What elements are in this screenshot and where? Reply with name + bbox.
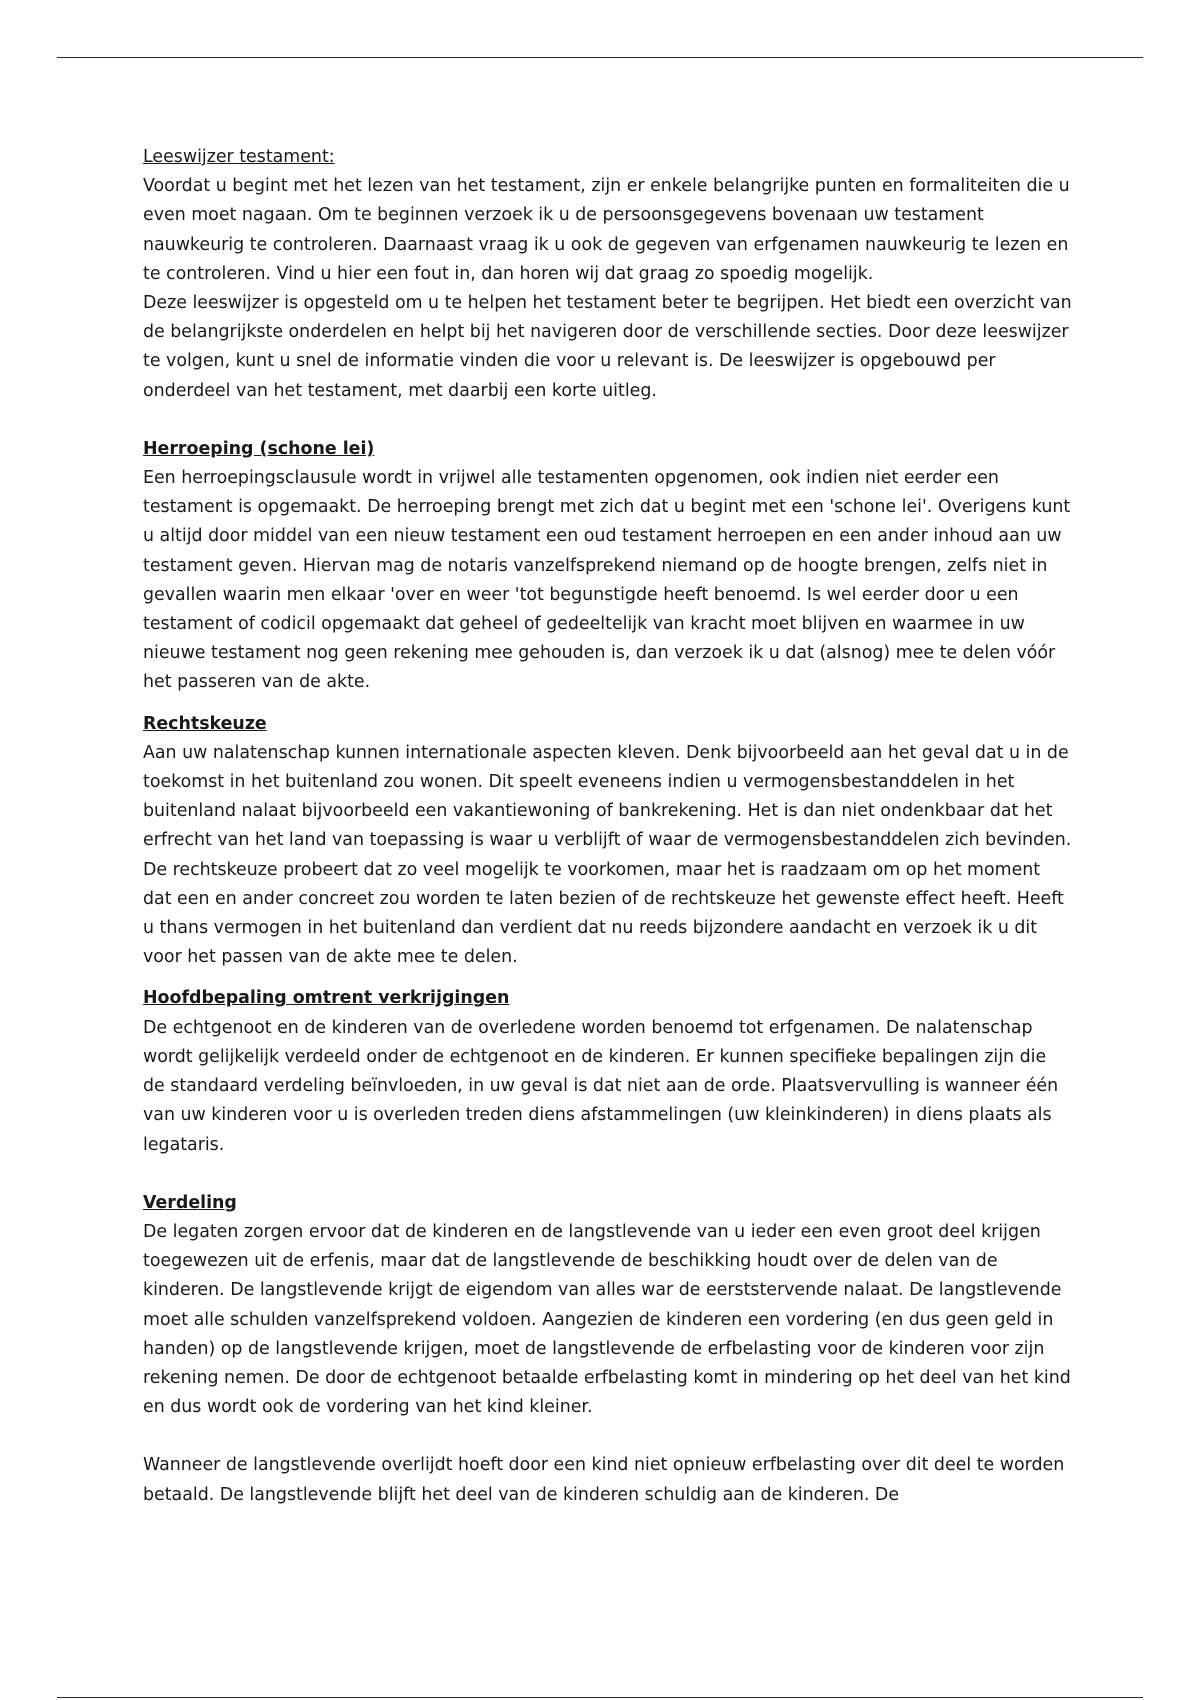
section-body-verdeling: De legaten zorgen ervoor dat de kinderen en de langstlevende van u ieder een even groot deel krijgen toegewezen uit de erfenis, maar dat de langstlevende de beschikking houdt over de delen van de kinderen. De langstlevende krijgt de eigendom van alles war de eerststervende nalaat. De langstlevende moet alle schulden vanzelfsprekend voldoen. Aangezien de kinderen een vordering (en dus geen geld in handen) op de langstlevende krijgen, moet de langstlevende de erfbelasting voor de kinderen voor zijn rekening nemen. De door de echtgenoot betaalde erfbelasting komt in mindering op het deel van het kind en dus wordt ook de vordering van het kind kleiner. [143, 1221, 1071, 1418]
document-page [143, 143, 1073, 1510]
footer-rule [57, 1697, 1143, 1698]
intro-paragraph: Voordat u begint met het lezen van het testament, zijn er enkele belangrijke punten en formaliteiten die u even moet nagaan. Om te beginnen verzoek ik u de persoonsgegevens bovenaan uw testament nauwkeurig te controleren. Daarnaast vraag ik u ook de gegeven van erfgenamen nauwkeurig te lezen en te controleren. Vind u hier een fout in, dan horen wij dat graag zo spoedig mogelijk. [143, 176, 1070, 284]
document-title: Leeswijzer testament: [143, 147, 335, 167]
header-rule [57, 57, 1143, 58]
section-body-verdeling-continued: Wanneer de langstlevende overlijdt hoeft door een kind niet opnieuw erfbelasting over dit deel te worden betaald. De langstlevende blijft het deel van de kinderen schuldig aan de kinderen. De [143, 1455, 1065, 1505]
section-heading-herroeping: Herroeping (schone lei) [143, 438, 375, 459]
section-heading-rechtskeuze: Rechtskeuze [143, 713, 267, 734]
section-body-herroeping: Een herroepingsclausule wordt in vrijwel alle testamenten opgenomen, ook indien niet eerder een testament is opgemaakt. De herroeping brengt met zich dat u begint met een 'schone lei'. Overigens kunt u altijd door middel van een nieuw testament een oud testament herroepen en een ander inhoud aan uw testament geven. Hiervan mag de notaris vanzelfsprekend niemand op de hoogte brengen, zelfs niet in gevallen waarin men elkaar 'over en weer 'tot begunstigde heeft benoemd. Is wel eerder door u een testament of codicil opgemaakt dat geheel of gedeeltelijk van kracht moet blijven en waarmee in uw nieuwe testament nog geen rekening mee gehouden is, dan verzoek ik u dat (alsnog) mee te delen vóór het passeren van de akte. [143, 468, 1071, 693]
section-body-rechtskeuze: Aan uw nalatenschap kunnen internationale aspecten kleven. Denk bijvoorbeeld aan het geval dat u in de toekomst in het buitenland zou wonen. Dit speelt eveneens indien u vermogensbestanddelen in het buitenland nalaat bijvoorbeeld een vakantiewoning of bankrekening. Het is dan niet ondenkbaar dat het erfrecht van het land van toepassing is waar u verblijft of waar de vermogensbestanddelen zich bevinden. De rechtskeuze probeert dat zo veel mogelijk te voorkomen, maar het is raadzaam om op het moment dat een en ander concreet zou worden te laten bezien of de rechtskeuze het gewenste effect heeft. Heeft u thans vermogen in het buitenland dan verdient dat nu reeds bijzondere aandacht en verzoek ik u dit voor het passen van de akte mee te delen. [143, 742, 1072, 968]
section-body-hoofdbepaling: De echtgenoot en de kinderen van de overledene worden benoemd tot erfgenamen. De nalatenschap wordt gelijkelijk verdeeld onder de echtgenoot en de kinderen. Er kunnen specifieke bepalingen zijn die de standaard verdeling beïnvloeden, in uw geval is dat niet aan de orde. Plaatsvervulling is wanneer één van uw kinderen voor u is overleden treden diens afstammelingen (uw kleinkinderen) in diens plaats als legataris. [143, 1017, 1059, 1155]
section-heading-hoofdbepaling: Hoofdbepaling omtrent verkrijgingen [143, 988, 510, 1009]
section-heading-verdeling: Verdeling [143, 1192, 237, 1213]
intro-paragraph: Deze leeswijzer is opgesteld om u te helpen het testament beter te begrijpen. Het biedt een overzicht van de belangrijkste onderdelen en helpt bij het navigeren door de verschillende secties. Door deze leeswijzer te volgen, kunt u snel de informatie vinden die voor u relevant is. De leeswijzer is opgebouwd per onderdeel van het testament, met daarbij een korte uitleg. [143, 293, 1072, 401]
